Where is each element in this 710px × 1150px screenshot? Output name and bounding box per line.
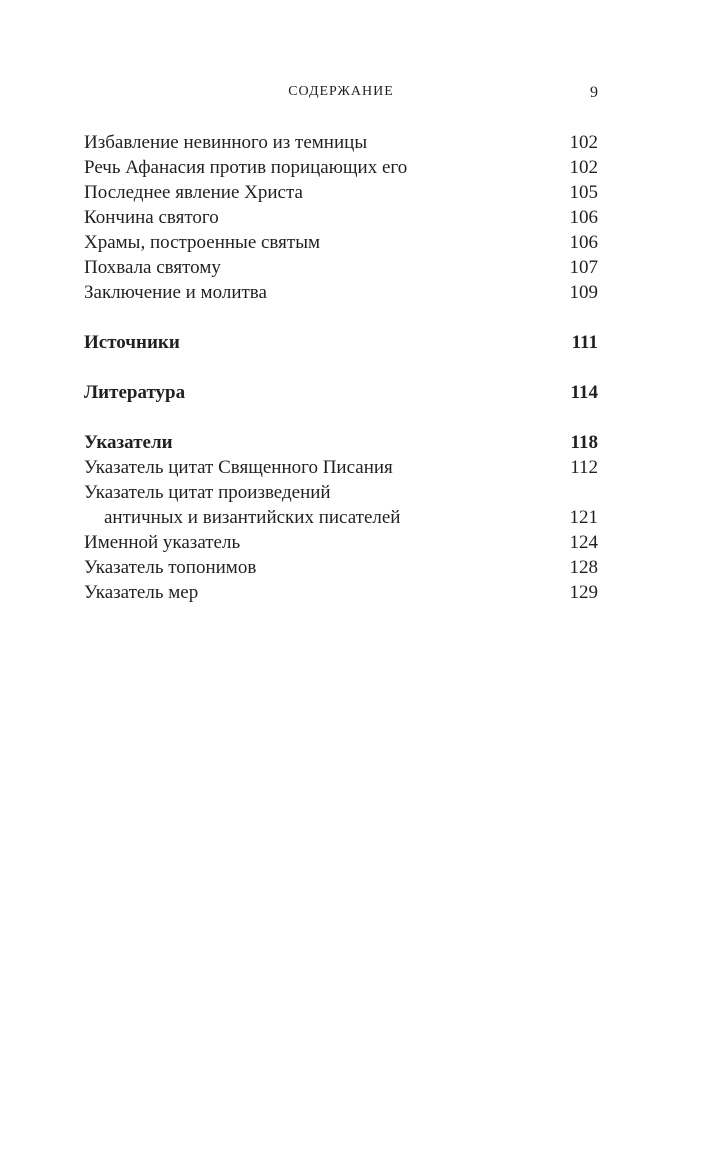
toc-entry-title: Именной указатель [84, 532, 241, 553]
toc-entry-page: 106 [569, 207, 598, 228]
toc-entry-page: 107 [569, 257, 598, 278]
toc-entry-page: 105 [569, 182, 598, 203]
toc-entry [84, 530, 598, 555]
toc-entry-title: Избавление невинного из темницы [84, 132, 368, 153]
toc-entry [84, 130, 598, 155]
toc-section-page: 111 [571, 332, 598, 353]
toc-entry-page: 102 [569, 132, 598, 153]
toc-entry-title: Указатель топонимов [84, 557, 257, 578]
toc-entry-page: 102 [569, 157, 598, 178]
toc-entry-title: Указатель мер [84, 582, 199, 603]
toc-entry-page: 129 [569, 582, 598, 603]
toc-entry [84, 580, 598, 605]
toc-entry [84, 205, 598, 230]
page-number: 9 [590, 84, 598, 101]
running-title: СОДЕРЖАНИЕ [288, 84, 394, 99]
toc-entry-page: 112 [570, 457, 598, 478]
toc-entry [84, 455, 598, 480]
toc-entry-page: 109 [569, 282, 598, 303]
toc-section-indexes [84, 430, 598, 455]
toc-section-title: Литература [84, 382, 186, 403]
toc-entry [84, 155, 598, 180]
toc-section-page: 118 [570, 432, 598, 453]
toc-entry [84, 230, 598, 255]
toc-entry-page: 106 [569, 232, 598, 253]
toc-entry-page: 124 [569, 532, 598, 553]
toc-entry-first-line [84, 480, 598, 505]
toc-section-page: 114 [570, 382, 598, 403]
toc-entry [84, 555, 598, 580]
toc-entry [84, 180, 598, 205]
toc-section-title: Указатели [84, 432, 173, 453]
toc-entry-continuation [84, 505, 598, 530]
toc-entry-page: 128 [569, 557, 598, 578]
toc-entry-title: Последнее явление Христа [84, 182, 303, 203]
toc-entry-page: 121 [569, 507, 598, 528]
toc-entry-title: Похвала святому [84, 257, 221, 278]
toc-entry [84, 255, 598, 280]
toc-entry-title: Речь Афанасия против порицающих его [84, 157, 408, 178]
toc-section-literature [84, 380, 598, 405]
toc-entry-title: Храмы, построенные святым [84, 232, 320, 253]
toc-entry-title: Указатель цитат произведений [84, 482, 331, 503]
toc-entry-title: Заключение и молитва [84, 282, 267, 303]
toc-entry-title-continuation: античных и византийских писателей [104, 507, 401, 528]
table-of-contents [84, 130, 598, 605]
toc-entry-title: Кончина святого [84, 207, 219, 228]
toc-entry-title: Указатель цитат Священного Писания [84, 457, 393, 478]
running-head [84, 84, 598, 108]
toc-section-sources [84, 330, 598, 355]
toc-section-title: Источники [84, 332, 180, 353]
toc-entry [84, 280, 598, 305]
